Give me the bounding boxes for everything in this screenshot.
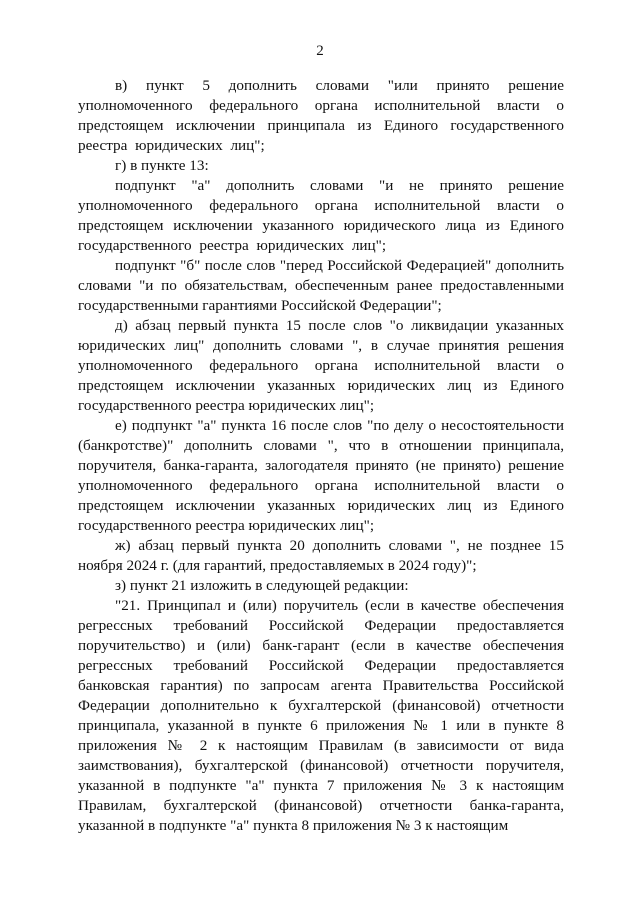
page-number: 2 (316, 43, 324, 59)
paragraph-amendment-zh: ж) абзац первый пункта 20 дополнить словами ", не позднее 15 ноября 2024 г. (для гарантий, предоставляемых в 2024 году)"; (78, 537, 564, 574)
paragraph-subitem-b: подпункт "б" после слов "перед Российской Федерацией" дополнить словами "и по обязательствам, обеспеченным ранее предоставленными государственными гарантиями Российской Федерации"; (78, 257, 564, 314)
paragraph-amendment-e: е) подпункт "а" пункта 16 после слов "по делу о несостоятельности (банкротстве)" дополнить словами ", что в отношении принципала, поручителя, банка-гаранта, залогодателя принято (не принято) решение уполномоченного федерального органа исполнительной власти о предстоящем исключении указанных юридических лиц из Единого государственного реестра юридических лиц"; (78, 417, 564, 534)
paragraph-amendment-g: г) в пункте 13: (115, 157, 209, 174)
paragraph-amendment-z: з) пункт 21 изложить в следующей редакции: (115, 577, 409, 594)
paragraph-amendment-d: д) абзац первый пункта 15 после слов "о ликвидации указанных юридических лиц" дополнить словами ", в случае принятия решения уполномоченного федерального органа исполнительной власти о предстоящем исключении указанных юридических лиц из Единого государственного реестра юридических лиц"; (78, 317, 564, 414)
document-body (78, 76, 564, 836)
paragraph-amendment-v: в) пункт 5 дополнить словами "или принято решение уполномоченного федерального органа исполнительной власти о предстоящем исключении принципала из Единого государственного реестра юридических лиц"; (78, 77, 564, 154)
paragraph-new-item-21: "21. Принципал и (или) поручитель (если в качестве обеспечения регрессных требований Российской Федерации предоставляется поручительство) и (или) банк-гарант (если в качестве обеспечения регрессных требований Российской Федерации предоставляется банковская гарантия) по запросам агента Правительства Российской Федерации дополнительно к бухгалтерской (финансовой) отчетности принципала, указанной в пункте 6 приложения № 1 или в пункте 8 приложения № 2 к настоящим Правилам (в зависимости от вида заимствования), бухгалтерской (финансовой) отчетности поручителя, указанной в подпункте "а" пункта 7 приложения № 3 к настоящим Правилам, бухгалтерской (финансовой) отчетности банка-гаранта, указанной в подпункте "а" пункта 8 приложения № 3 к настоящим (78, 597, 564, 834)
paragraph-subitem-a: подпункт "а" дополнить словами "и не принято решение уполномоченного федерального органа исполнительной власти о предстоящем исключении указанного юридического лица из Единого государственного реестра юридических лиц"; (78, 177, 564, 254)
